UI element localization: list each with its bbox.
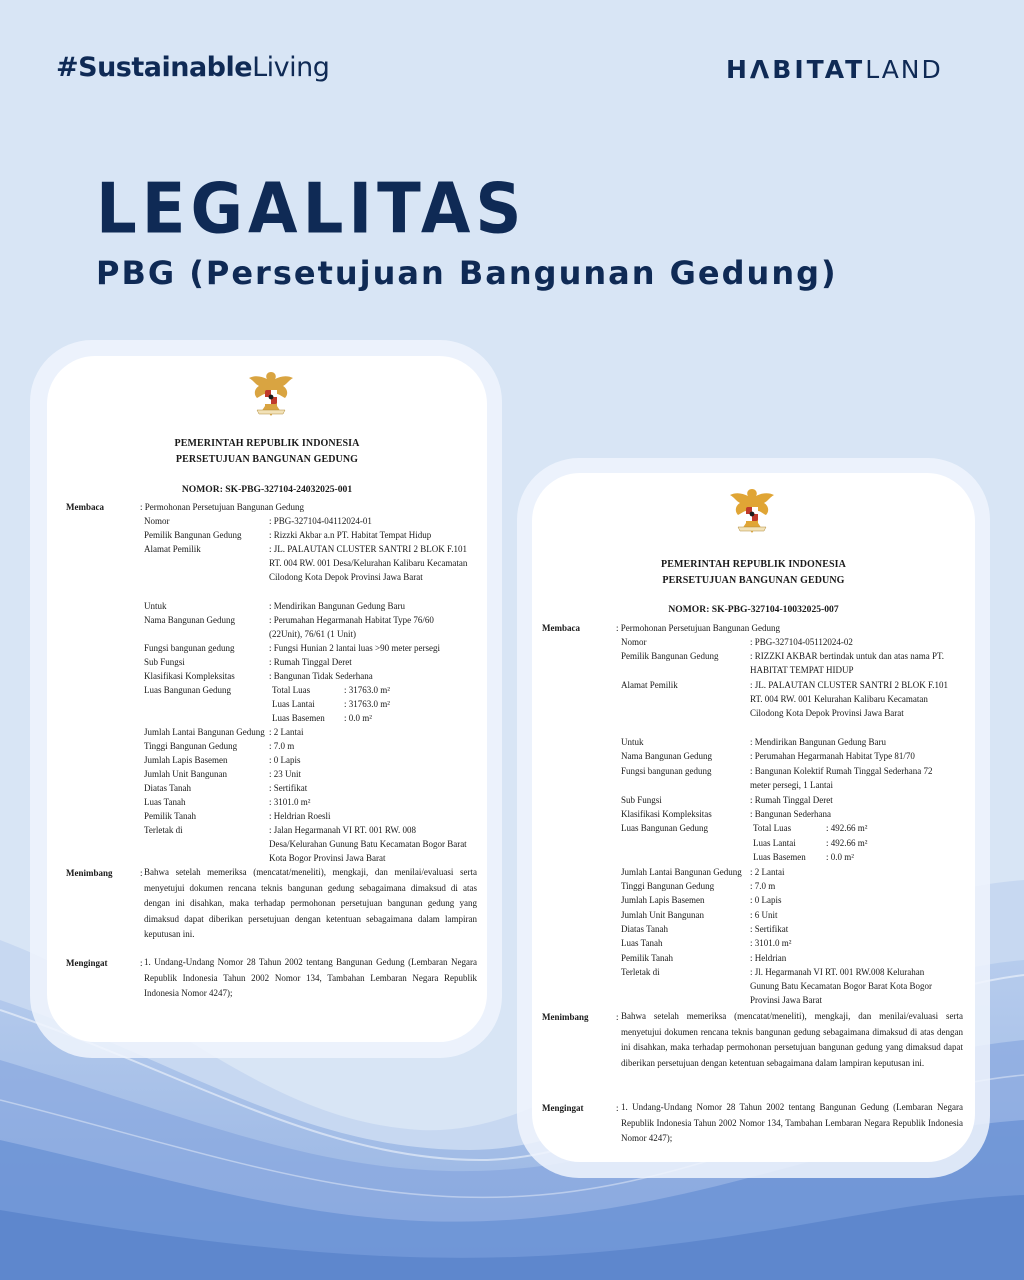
page-subtitle: PBG (Persetujuan Bangunan Gedung) [96, 254, 838, 292]
doc-number: NOMOR: SK-PBG-327104-10032025-007 [668, 604, 839, 615]
doc-heading-title: PERSETUJUAN BANGUNAN GEDUNG [662, 575, 845, 586]
document-card-2: PEMERINTAH REPUBLIK INDONESIA PERSETUJUAN BANGUNAN GEDUNG NOMOR: SK-PBG-327104-10032025-007 Membaca : Permohonan Persetujuan Bangunan Gedung Nomor : PBG-327104-05112024-02 Pemilik Bangunan Gedung : RIZZKI AKBAR bertindak untuk dan atas nama PT. HABITAT TEMPAT HIDUP Alamat Pemilik : JL. PALAUTAN CLUSTER SANTRI 2 BLOK F.101 RT. 004 RW. 001 Kelurahan Kalibaru Kecamatan Cilodong Kota Depok Provinsi Jawa Barat Untuk : Mendirikan Bangunan Gedung Baru Nama Bangunan Gedung : Perumahan Hegarmanah Habitat Type 81/70 Fungsi bangunan gedung : Bangunan Kolektif Rumah Tinggal Sederhana 72 meter persegi, 1 Lantai Sub Fungsi : Rumah Tinggal Deret Klasifikasi Kompleksitas : Bangunan Sederhana Luas Bangunan Gedung Total Luas : 492.66 m² Luas Lantai : 492.66 m² Luas Basemen : 0.0 m² Jumlah Lantai Bangunan Gedung : 2 Lantai Tinggi Bangunan Gedung : 7.0 m Jumlah Lapis Basemen : 0 Lapis Jumlah Unit Bangunan : 6 Unit Diatas Tanah : Sertifikat Luas Tanah : 3101.0 m² Pemilik Tanah : Heldrian Terletak di : Jl. Hegarmanah VI RT. 001 RW.008 Kelurahan Gunung Batu Kecamatan Bogor Barat Kota Bogor Provinsi Jawa Barat Menimbang : Bahwa setelah memeriksa (mencatat/meneliti), mengkaji, dan menilai/evaluasi serta menyetujui dokumen rencana teknis bangunan gedung sebagaimana dimaksud di atas dengan ini disahkan, maka terhadap permohonan persetujuan bangunan gedung yang dimaksud dapat diberikan persetujuan dengan ketentuan sebagaimana dalam lampiran keputusan ini. Mengingat : 1. Undang-Undang Nomor 28 Tahun 2002 tentang Bangunan Gedung (Lembaran Negara Republik Indonesia Tahun 2002 Nomor 134, Tambahan Lembaran Negara Republik Indonesia Nomor 4247); [532, 473, 975, 1162]
habitatland-logo: HΛBITATLAND [726, 55, 943, 84]
section-membaca-label: Membaca [66, 502, 104, 512]
section-menimbang-label: Menimbang [542, 1012, 589, 1022]
menimbang-text: Bahwa setelah memeriksa (mencatat/meneliti), mengkaji, dan menilai/evaluasi serta menyetujui dokumen rencana teknis bangunan gedung sebagaimana dimaksud di atas dengan ini disahkan, maka terhadap permohonan persetujuan bangunan gedung yang dimaksud dapat diberikan persetujuan dengan ketentuan sebagaimana dalam lampiran keputusan ini. [144, 867, 477, 940]
hashtag-sustainable-living: #SustainableLiving [56, 52, 330, 83]
garuda-emblem-icon [243, 366, 299, 422]
doc-heading-title: PERSETUJUAN BANGUNAN GEDUNG [175, 454, 359, 465]
menimbang-text: Bahwa setelah memeriksa (mencatat/meneliti), mengkaji, dan menilai/evaluasi serta menyetujui dokumen rencana teknis bangunan gedung sebagaimana dimaksud di atas dengan ini disahkan, maka terhadap permohonan persetujuan bangunan gedung yang dimaksud dapat diberikan persetujuan dengan ketentuan sebagaimana dalam lampiran keputusan ini. [621, 1011, 963, 1068]
section-menimbang-label: Menimbang [66, 868, 113, 878]
section-mengingat-label: Mengingat [66, 958, 108, 968]
doc-heading-government: PEMERINTAH REPUBLIK INDONESIA [661, 559, 846, 570]
section-mengingat-label: Mengingat [542, 1103, 584, 1113]
membaca-intro: : Permohonan Persetujuan Bangunan Gedung [616, 623, 780, 633]
doc-heading-government: PEMERINTAH REPUBLIK INDONESIA [174, 438, 360, 449]
page-title: LEGALITAS [96, 170, 527, 250]
section-membaca-label: Membaca [542, 623, 580, 633]
mengingat-text: 1. Undang-Undang Nomor 28 Tahun 2002 tentang Bangunan Gedung (Lembaran Negara Republik Indonesia Tahun 2002 Nomor 134, Tambahan Lembaran Negara Republik Indonesia Nomor 4247); [621, 1102, 963, 1144]
document-card-1: PEMERINTAH REPUBLIK INDONESIA PERSETUJUAN BANGUNAN GEDUNG NOMOR: SK-PBG-327104-24032025-001 Membaca : Permohonan Persetujuan Bangunan Gedung Nomor : PBG-327104-04112024-01 Pemilik Bangunan Gedung : Rizzki Akbar a.n PT. Habitat Tempat Hidup Alamat Pemilik : JL. PALAUTAN CLUSTER SANTRI 2 BLOK F.101 RT. 004 RW. 001 Desa/Kelurahan Kalibaru Kecamatan Cilodong Kota Depok Provinsi Jawa Barat Untuk : Mendirikan Bangunan Gedung Baru Nama Bangunan Gedung : Perumahan Hegarmanah Habitat Type 76/60 (22Unit), 76/61 (1 Unit) Fungsi bangunan gedung : Fungsi Hunian 2 lantai luas >90 meter persegi Sub Fungsi : Rumah Tinggal Deret Klasifikasi Kompleksitas : Bangunan Tidak Sederhana Luas Bangunan Gedung Total Luas : 31763.0 m² Luas Lantai : 31763.0 m² Luas Basemen : 0.0 m² Jumlah Lantai Bangunan Gedung : 2 Lantai Tinggi Bangunan Gedung : 7.0 m Jumlah Lapis Basemen : 0 Lapis Jumlah Unit Bangunan : 23 Unit Diatas Tanah : Sertifikat Luas Tanah : 3101.0 m² Pemilik Tanah : Heldrian Roesli Terletak di : Jalan Hegarmanah VI RT. 001 RW. 008 Desa/Kelurahan Gunung Batu Kecamatan Bogor Barat Kota Bogor Provinsi Jawa Barat Menimbang : Bahwa setelah memeriksa (mencatat/meneliti), mengkaji, dan menilai/evaluasi serta menyetujui dokumen rencana teknis bangunan gedung sebagaimana dimaksud di atas dengan ini disahkan, maka terhadap permohonan persetujuan bangunan gedung yang dimaksud dapat diberikan persetujuan dengan ketentuan sebagaimana dalam lampiran keputusan ini. Mengingat : 1. Undang-Undang Nomor 28 Tahun 2002 tentang Bangunan Gedung (Lembaran Negara Republik Indonesia Tahun 2002 Nomor 134, Tambahan Lembaran Negara Republik Indonesia Nomor 4247); [47, 356, 487, 1042]
garuda-emblem-icon [724, 483, 780, 539]
doc-number: NOMOR: SK-PBG-327104-24032025-001 [181, 484, 353, 495]
mengingat-text: 1. Undang-Undang Nomor 28 Tahun 2002 tentang Bangunan Gedung (Lembaran Negara Republik Indonesia Tahun 2002 Nomor 134, Tambahan Lembaran Negara Republik Indonesia Nomor 4247); [144, 957, 477, 999]
membaca-intro: : Permohonan Persetujuan Bangunan Gedung [140, 502, 304, 512]
